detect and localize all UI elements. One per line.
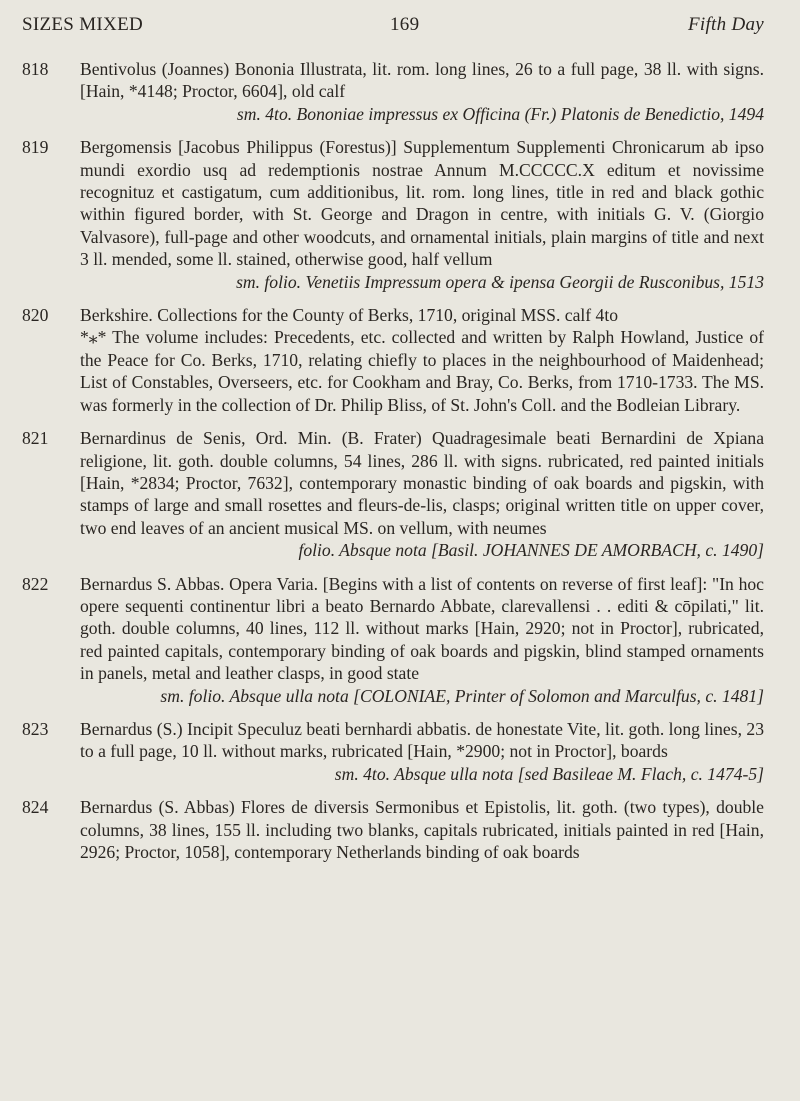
lot-note: *⁎* The volume includes: Precedents, etc. collected and written by Ralph Howland, Justice of the Peace for Co. Berks, 1710, relating chiefly to places in the neighbourhood of Maidenhead; List of Constables, Overseers, etc. for Cookham and Bray, Co. Berks, from 1710-1733. The MS. was formerly in the collection of Dr. Philip Bliss, of St. John's Coll. and the Bodleian Library. bbox=[80, 327, 764, 415]
lot-description: Bentivolus (Joannes) Bononia Illustrata, lit. rom. long lines, 26 to a full page, 38 ll. with signs. [Hain, *4148; Proctor, 6604], old calf bbox=[80, 59, 764, 102]
lot-imprint: sm. folio. Absque ulla nota [COLONIAE, Printer of Solomon and Marculfus, c. 1481] bbox=[160, 685, 764, 706]
lot-number: 818 bbox=[22, 59, 49, 79]
header-section-title: SIZES MIXED bbox=[22, 14, 143, 35]
catalogue-entry bbox=[22, 136, 764, 293]
lot-number: 822 bbox=[22, 573, 49, 594]
lot-description: Bernardus (S. Abbas) Flores de diversis Sermonibus et Epistolis, lit. goth. (two types), double columns, 38 lines, 155 ll. including two blanks, capitals rubricated, initials painted in red [Hain, 2926; Proctor, 1058], contemporary Netherlands binding of oak boards bbox=[80, 797, 764, 862]
lot-imprint: sm. folio. Venetiis Impressum opera & ipensa Georgii de Rusconibus, 1513 bbox=[236, 271, 764, 292]
page-header bbox=[22, 14, 764, 42]
lot-description: Berkshire. Collections for the County of Berks, 1710, original MSS. calf 4to bbox=[80, 305, 619, 326]
lot-imprint: folio. Absque nota [Basil. JOHANNES DE AMORBACH, c. 1490] bbox=[298, 540, 764, 561]
lot-imprint: sm. 4to. Absque ulla nota [sed Basileae M. Flach, c. 1474-5] bbox=[334, 763, 764, 784]
lot-description: Bernardus S. Abbas. Opera Varia. [Begins with a list of contents on reverse of first leaf]: "In hoc opere sequenti continentur libri a beato Bernardo Abbate, clarevallensi . . editi & cōpilati," lit. goth. double columns, 40 lines, 112 ll. without marks [Hain, 2920; not in Proctor], rubricated, red painted capitals, contemporary binding of oak boards and pigskin, blind stamped ornaments in panels, metal and leather clasps, in good state bbox=[80, 573, 764, 684]
lot-number: 819 bbox=[22, 137, 49, 158]
lot-description: Bergomensis [Jacobus Philippus (Forestus)] Supplementum Supplementi Chronicarum ab ipso mundi exordio usq ad redemptionis nostrae Annum M.CCCCC.X editum et novissime recognituz et castigatum, cum additionibus, lit. rom. long lines, title in red and black gothic within figured border, with St. George and Dragon in centre, with initials G. V. (Giorgio Valvasore), full-page and other woodcuts, and ornamental initials, plain margins of title and next 3 ll. mended, some ll. stained, otherwise good, half vellum bbox=[80, 137, 764, 270]
lot-number: 821 bbox=[22, 428, 49, 449]
lot-number: 824 bbox=[22, 797, 49, 818]
lot-description: Bernardus (S.) Incipit Speculuz beati bernhardi abbatis. de honestate Vite, lit. goth. long lines, 23 to a full page, 10 ll. without marks, rubricated [Hain, *2900; not in Proctor], boards bbox=[80, 718, 764, 762]
catalogue-entry bbox=[22, 573, 764, 707]
lot-description: Bernardinus de Senis, Ord. Min. (B. Frater) Quadragesimale beati Bernardini de Xpiana religione, lit. goth. double columns, 54 lines, 286 ll. with signs. rubricated, red painted initials [Hain, *2834; Proctor, 7632], contemporary monastic binding of oak boards and pigskin, with stamps of large and small rosettes and fleurs-de-lis, clasps; original written title on upper cover, two end leaves of an ancient musical MS. on vellum, with neumes bbox=[80, 428, 764, 538]
catalogue-entry bbox=[22, 58, 764, 125]
header-day: Fifth Day bbox=[687, 14, 764, 35]
lot-number: 820 bbox=[22, 305, 49, 326]
catalogue-entries bbox=[22, 58, 764, 874]
lot-imprint: sm. 4to. Bononiae impressus ex Officina (Fr.) Platonis de Benedictio, 1494 bbox=[236, 103, 764, 124]
catalogue-entry bbox=[22, 304, 764, 416]
page-number: 169 bbox=[390, 14, 420, 35]
lot-number: 823 bbox=[22, 718, 49, 739]
catalogue-entry bbox=[22, 427, 764, 561]
catalogue-entry bbox=[22, 796, 764, 863]
catalogue-entry bbox=[22, 718, 764, 785]
